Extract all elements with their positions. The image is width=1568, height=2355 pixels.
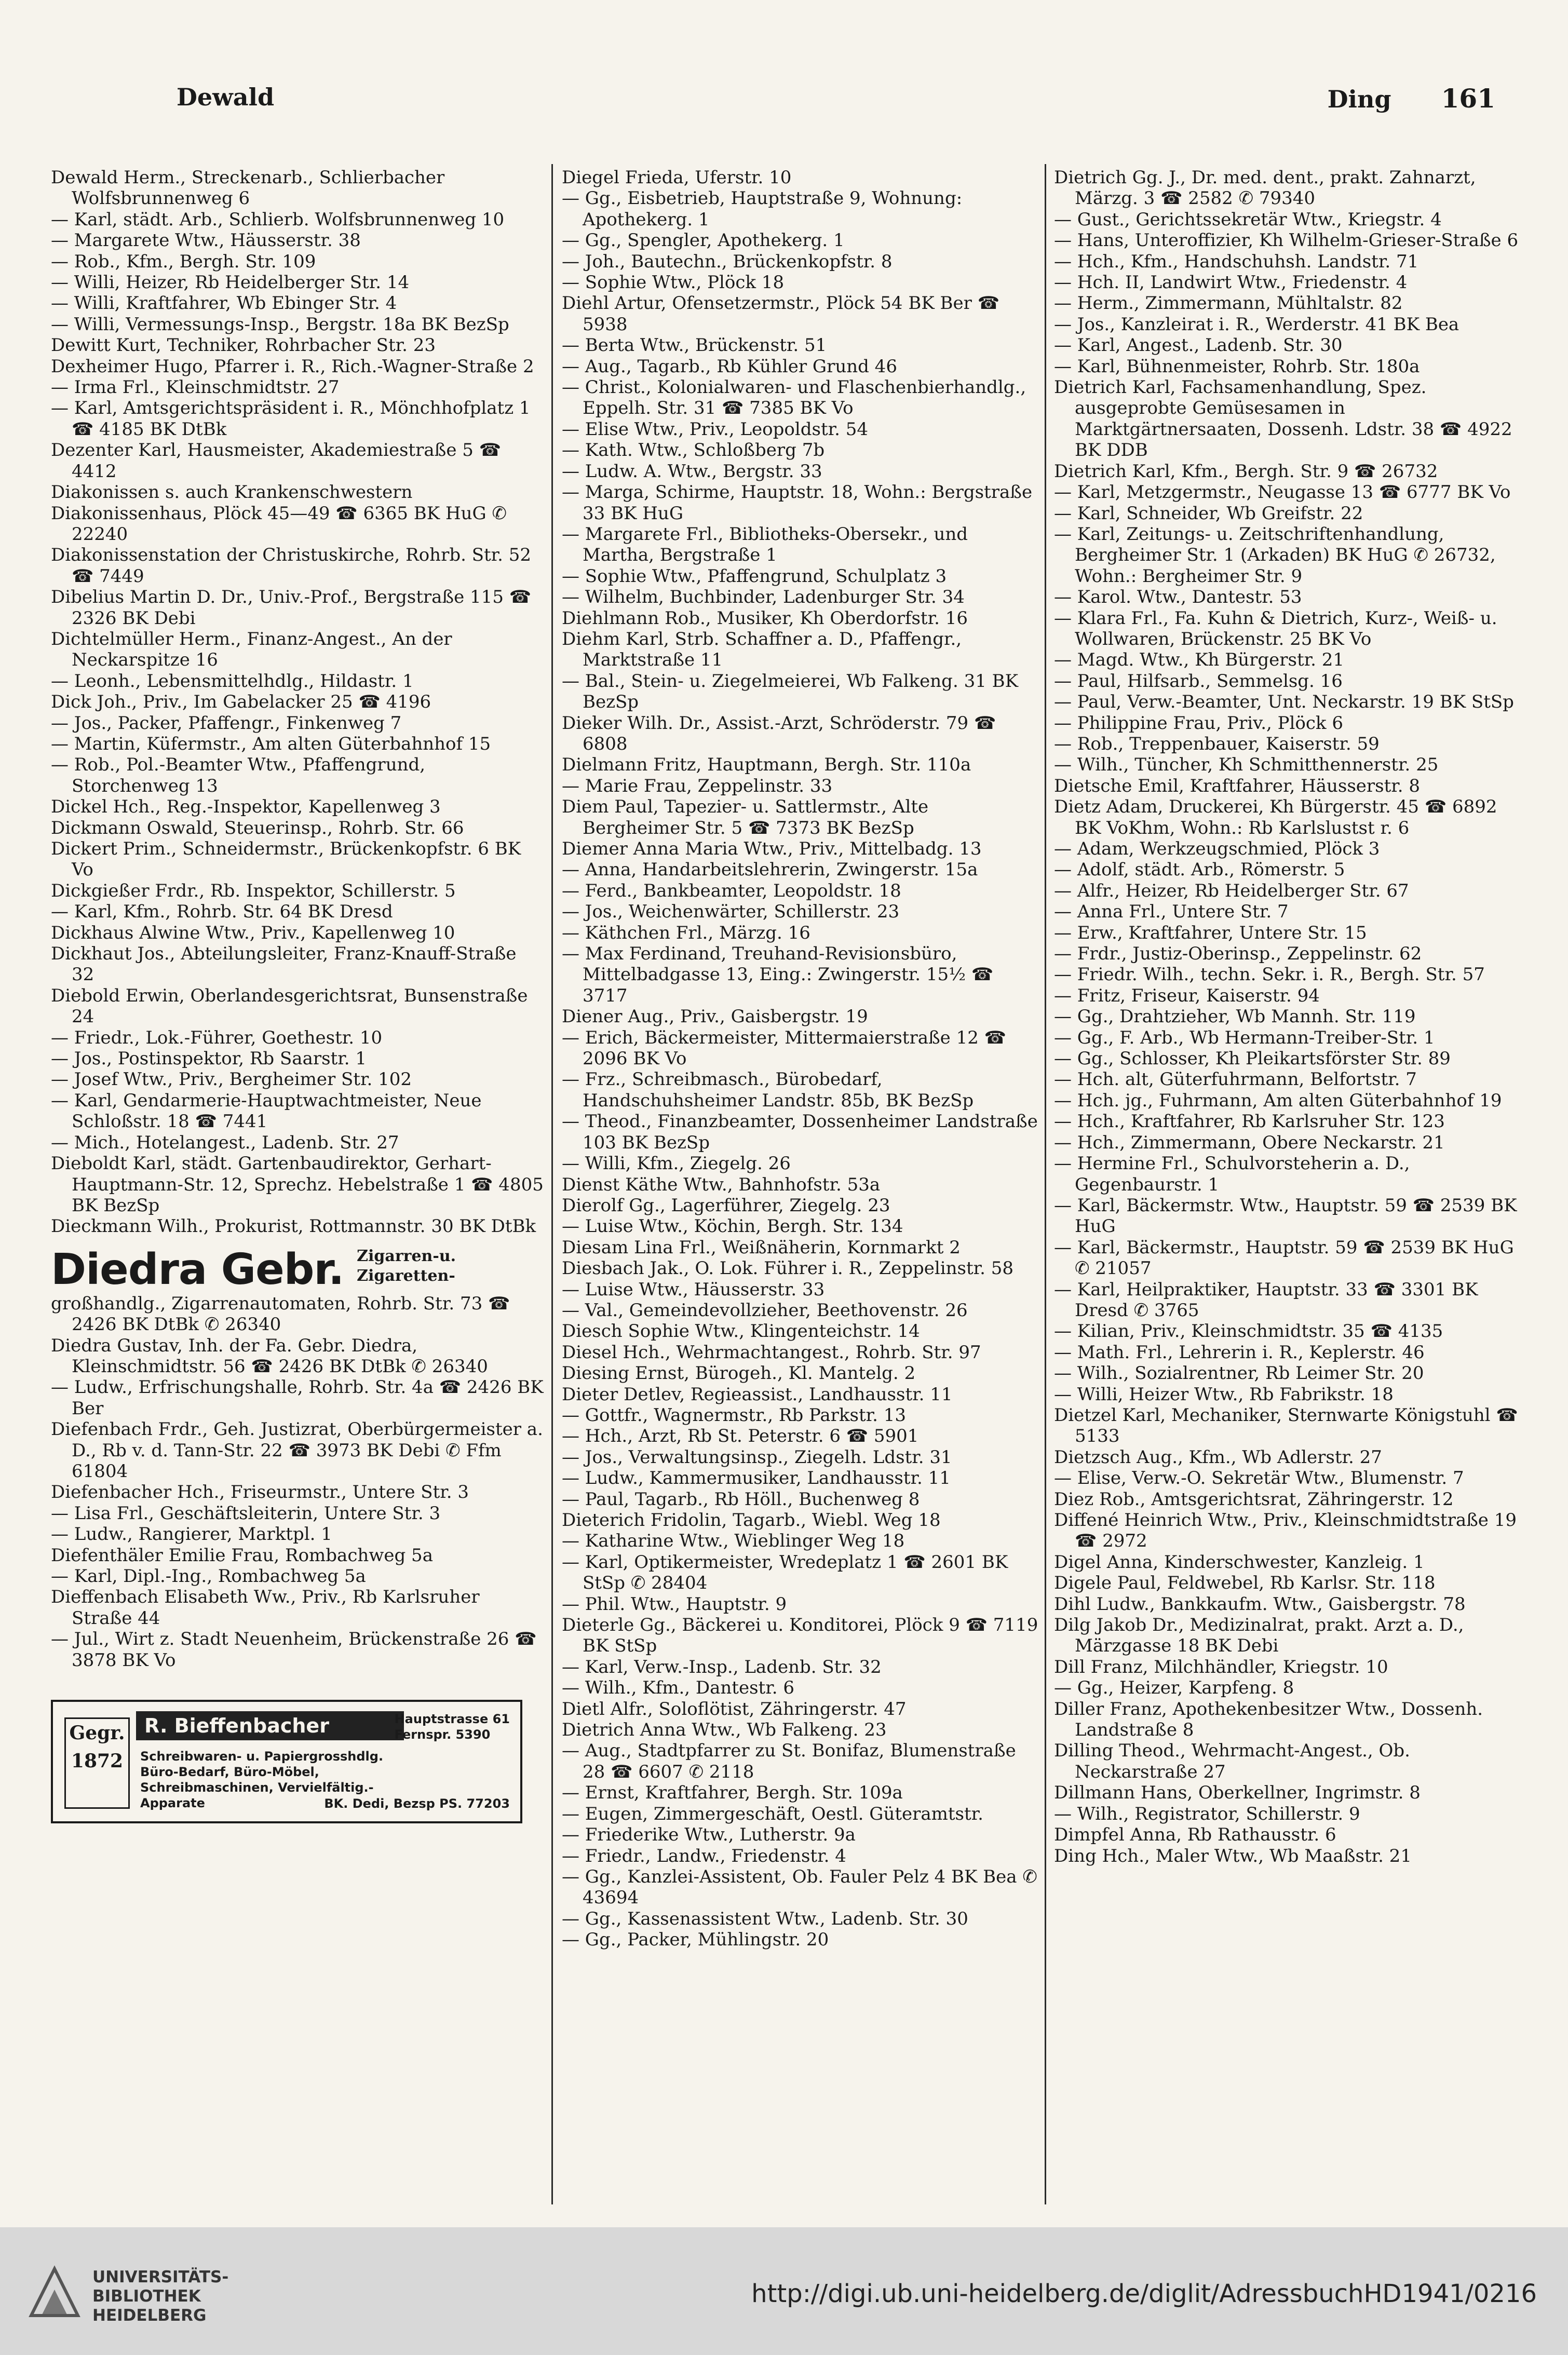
directory-entry: — Gg., Kanzlei-Assistent, Ob. Fauler Pelz 4 BK Bea ✆ 43694 <box>562 1866 1037 1909</box>
directory-entry: Diem Paul, Tapezier- u. Sattlermstr., Alte Bergheimer Str. 5 ☎ 7373 BK BezSp <box>562 796 929 838</box>
directory-entry: — Jul., Wirt z. Stadt Neuenheim, Brückenstraße 26 ☎ 3878 BK Vo <box>51 1629 537 1671</box>
header-right-keyword: Ding <box>1327 85 1391 113</box>
directory-entry: großhandlg., Zigarrenautomaten, Rohrb. Str. 73 ☎ 2426 BK DtBk ✆ 26340 <box>51 1293 510 1335</box>
directory-entry: — Adolf, städt. Arb., Römerstr. 5 <box>1054 859 1345 881</box>
directory-entry: — Karl, Zeitungs- u. Zeitschriftenhandlung, Bergheimer Str. 1 (Arkaden) BK HuG ✆ 26732, Wohn.: Bergheimer Str. 9 <box>1054 523 1496 587</box>
directory-entry: Dickel Hch., Reg.-Inspektor, Kapellenweg 3 <box>51 796 441 818</box>
directory-entry: — Gottfr., Wagnermstr., Rb Parkstr. 13 <box>562 1404 907 1426</box>
directory-entry: — Paul, Hilfsarb., Semmelsg. 16 <box>1054 670 1343 692</box>
directory-entry: Dihl Ludw., Bankkaufm. Wtw., Gaisbergstr. 78 <box>1054 1593 1466 1615</box>
entry-list <box>1054 167 1528 1866</box>
directory-entry: — Friedr. Wilh., techn. Sekr. i. R., Bergh. Str. 57 <box>1054 964 1485 985</box>
footer-bar <box>0 2227 1568 2355</box>
directory-entry: — Hch. II, Landwirt Wtw., Friedenstr. 4 <box>1054 272 1408 293</box>
directory-entry: — Frz., Schreibmasch., Bürobedarf, Handschuhsheimer Landstr. 85b, BK BezSp <box>562 1069 974 1111</box>
directory-entry: — Ludw. A. Wtw., Bergstr. 33 <box>562 461 822 482</box>
directory-entry: Diehm Karl, Strb. Schaffner a. D., Pfaffengr., Marktstraße 11 <box>562 628 962 671</box>
directory-entry: — Gg., Schlosser, Kh Pleikartsförster Str. 89 <box>1054 1048 1451 1070</box>
directory-entry: — Wilh., Sozialrentner, Rb Leimer Str. 20 <box>1054 1363 1424 1384</box>
header-left-keyword: Dewald <box>177 83 275 111</box>
directory-entry: — Bal., Stein- u. Ziegelmeierei, Wb Falkeng. 31 BK BezSp <box>562 670 1019 713</box>
directory-entry: Dieffenbach Elisabeth Ww., Priv., Rb Karlsruher Straße 44 <box>51 1587 480 1629</box>
directory-entry: — Magd. Wtw., Kh Bürgerstr. 21 <box>1054 649 1345 671</box>
directory-entry: Dichtelmüller Herm., Finanz-Angest., An der Neckarspitze 16 <box>51 628 452 671</box>
directory-entry: Diesch Sophie Wtw., Klingenteichstr. 14 <box>562 1321 920 1342</box>
directory-entry: Dietzel Karl, Mechaniker, Sternwarte Königstuhl ☎ 5133 <box>1054 1404 1518 1447</box>
directory-entry: Digele Paul, Feldwebel, Rb Karlsr. Str. 118 <box>1054 1573 1436 1594</box>
directory-entry: Diakonissen s. auch Krankenschwestern <box>51 482 413 503</box>
directory-entry: — Rob., Kfm., Bergh. Str. 109 <box>51 251 316 272</box>
column-2 <box>562 167 1039 1951</box>
library-name-line: HEIDELBERG <box>92 2306 207 2325</box>
directory-entry: — Jos., Weichenwärter, Schillerstr. 23 <box>562 901 900 923</box>
directory-entry: Dewitt Kurt, Techniker, Rohrbacher Str. 23 <box>51 335 436 356</box>
directory-entry: Diakonissenstation der Christuskirche, Rohrb. Str. 52 ☎ 7449 <box>51 545 532 587</box>
directory-entry: — Fritz, Friseur, Kaiserstr. 94 <box>1054 985 1320 1006</box>
directory-entry: — Friedr., Lok.-Führer, Goethestr. 10 <box>51 1027 383 1048</box>
directory-entry: — Martin, Küfermstr., Am alten Güterbahnhof 15 <box>51 733 491 754</box>
directory-entry: Diehlmann Rob., Musiker, Kh Oberdorfstr. 16 <box>562 607 968 629</box>
directory-entry: — Jos., Verwaltungsinsp., Ziegelh. Ldstr. 31 <box>562 1446 952 1468</box>
directory-entry: — Willi, Heizer Wtw., Rb Fabrikstr. 18 <box>1054 1384 1394 1405</box>
directory-entry: — Karl, Verw.-Insp., Ladenb. Str. 32 <box>562 1656 882 1677</box>
directory-entry: — Christ., Kolonialwaren- und Flaschenbierhandlg., Eppelh. Str. 31 ☎ 7385 BK Vo <box>562 377 1026 419</box>
founded-year: 1872 <box>71 1750 124 1772</box>
directory-entry: — Karl, städt. Arb., Schlierb. Wolfsbrunnenweg 10 <box>51 209 505 230</box>
directory-entry: — Karl, Metzgermstr., Neugasse 13 ☎ 6777 BK Vo <box>1054 482 1511 503</box>
directory-entry: Dickhaus Alwine Wtw., Priv., Kapellenweg 10 <box>51 922 455 943</box>
directory-entry: Diemer Anna Maria Wtw., Priv., Mittelbadg. 13 <box>562 838 982 859</box>
directory-entry: — Ludw., Erfrischungshalle, Rohrb. Str. 4a ☎ 2426 BK Ber <box>51 1377 544 1419</box>
directory-entry: — Kath. Wtw., Schloßberg 7b <box>562 440 825 461</box>
directory-entry: Dietrich Anna Wtw., Wb Falkeng. 23 <box>562 1720 887 1741</box>
directory-entry: Dielmann Fritz, Hauptmann, Bergh. Str. 110a <box>562 754 971 776</box>
founded-badge <box>64 1717 130 1809</box>
directory-entry: Dieter Detlev, Regieassist., Landhausstr. 11 <box>562 1384 953 1405</box>
directory-entry: — Gg., Heizer, Karpfeng. 8 <box>1054 1677 1294 1699</box>
directory-entry: Dickert Prim., Schneidermstr., Brückenkopfstr. 6 BK Vo <box>51 838 521 881</box>
directory-entry: Dexheimer Hugo, Pfarrer i. R., Rich.-Wagner-Straße 2 <box>51 356 534 377</box>
directory-entry: — Val., Gemeindevollzieher, Beethovenstr. 26 <box>562 1300 968 1321</box>
directory-entry: — Math. Frl., Lehrerin i. R., Keplerstr. 46 <box>1054 1342 1425 1363</box>
directory-entry: — Hermine Frl., Schulvorsteherin a. D., Gegenbaurstr. 1 <box>1054 1153 1410 1195</box>
directory-entry: — Willi, Kfm., Ziegelg. 26 <box>562 1153 791 1174</box>
directory-entry: Dill Franz, Milchhändler, Kriegstr. 10 <box>1054 1656 1388 1677</box>
diedra-ad-name: Diedra Gebr. <box>51 1244 344 1294</box>
directory-entry: Dieckmann Wilh., Prokurist, Rottmannstr. 30 BK DtBk <box>51 1216 536 1237</box>
directory-entry: — Wilhelm, Buchbinder, Ladenburger Str. 34 <box>562 587 965 608</box>
header-right <box>1328 83 1495 114</box>
directory-entry: Diener Aug., Priv., Gaisbergstr. 19 <box>562 1006 868 1027</box>
directory-entry: Dietl Alfr., Soloflötist, Zähringerstr. 47 <box>562 1698 907 1720</box>
directory-entry: Diegel Frieda, Uferstr. 10 <box>562 167 792 188</box>
directory-entry: — Wilh., Tüncher, Kh Schmitthennerstr. 25 <box>1054 754 1439 776</box>
directory-entry: — Hch., Zimmermann, Obere Neckarstr. 21 <box>1054 1132 1445 1153</box>
directory-entry: — Karl, Bäckermstr., Hauptstr. 59 ☎ 2539 BK HuG ✆ 21057 <box>1054 1237 1514 1279</box>
directory-entry: Dietrich Karl, Fachsamenhandlung, Spez. ausgeprobte Gemüsesamen in Marktgärtnersaaten, Dossenh. Ldstr. 38 ☎ 4922 BK DDB <box>1054 377 1512 461</box>
directory-entry: Diehl Artur, Ofensetzermstr., Plöck 54 BK Ber ☎ 5938 <box>562 293 1000 335</box>
directory-entry: — Gg., Kassenassistent Wtw., Ladenb. Str. 30 <box>562 1908 968 1929</box>
column-3 <box>1054 167 1528 1866</box>
directory-entry: — Philippine Frau, Priv., Plöck 6 <box>1054 712 1343 734</box>
directory-entry: — Wilh., Registrator, Schillerstr. 9 <box>1054 1803 1360 1824</box>
directory-entry: — Irma Frl., Kleinschmidtstr. 27 <box>51 377 340 398</box>
directory-entry: — Adam, Werkzeugschmied, Plöck 3 <box>1054 838 1380 859</box>
directory-entry: Dilling Theod., Wehrmacht-Angest., Ob. Neckarstraße 27 <box>1054 1740 1410 1782</box>
directory-entry: — Jos., Postinspektor, Rb Saarstr. 1 <box>51 1048 367 1070</box>
directory-entry: — Alfr., Heizer, Rb Heidelberger Str. 67 <box>1054 880 1409 901</box>
directory-entry: — Karl, Optikermeister, Wredeplatz 1 ☎ 2601 BK StSp ✆ 28404 <box>562 1551 1008 1594</box>
directory-entry: Diefenbach Frdr., Geh. Justizrat, Oberbürgermeister a. D., Rb v. d. Tann-Str. 22 ☎ 3973 BK Debi ✆ Ffm 61804 <box>51 1419 543 1482</box>
directory-entry: — Karl, Bäckermstr. Wtw., Hauptstr. 59 ☎ 2539 BK HuG <box>1054 1195 1517 1237</box>
directory-entry: — Sophie Wtw., Plöck 18 <box>562 272 785 293</box>
directory-entry: Dilg Jakob Dr., Medizinalrat, prakt. Arzt a. D., Märzgasse 18 BK Debi <box>1054 1615 1464 1657</box>
directory-entry: — Josef Wtw., Priv., Bergheimer Str. 102 <box>51 1069 412 1090</box>
directory-entry: — Hch., Kraftfahrer, Rb Karlsruher Str. 123 <box>1054 1111 1445 1132</box>
directory-entry: — Ernst, Kraftfahrer, Bergh. Str. 109a <box>562 1782 903 1804</box>
directory-entry: Dickhaut Jos., Abteilungsleiter, Franz-Knauff-Straße 32 <box>51 943 517 985</box>
directory-entry: — Anna Frl., Untere Str. 7 <box>1054 901 1289 923</box>
directory-entry: — Anna, Handarbeitslehrerin, Zwingerstr. 15a <box>562 859 978 881</box>
directory-entry: — Karl, Angest., Ladenb. Str. 30 <box>1054 335 1343 356</box>
directory-entry: — Ludw., Rangierer, Marktpl. 1 <box>51 1524 332 1545</box>
directory-entry: — Sophie Wtw., Pfaffengrund, Schulplatz 3 <box>562 565 947 587</box>
directory-entry: Dietzsch Aug., Kfm., Wb Adlerstr. 27 <box>1054 1446 1382 1468</box>
directory-entry: — Hch. jg., Fuhrmann, Am alten Güterbahnhof 19 <box>1054 1090 1502 1111</box>
directory-entry: — Erich, Bäckermeister, Mittermaierstraße 12 ☎ 2096 BK Vo <box>562 1027 1007 1070</box>
directory-entry: — Willi, Kraftfahrer, Wb Ebinger Str. 4 <box>51 293 397 314</box>
directory-entry: Dick Joh., Priv., Im Gabelacker 25 ☎ 4196 <box>51 692 431 713</box>
column-divider <box>551 164 553 2204</box>
directory-entry: Diakonissenhaus, Plöck 45—49 ☎ 6365 BK HuG ✆ 22240 <box>51 503 507 545</box>
directory-entry: — Gg., F. Arb., Wb Hermann-Treiber-Str. 1 <box>1054 1027 1435 1048</box>
directory-entry: — Hch., Arzt, Rb St. Peterstr. 6 ☎ 5901 <box>562 1426 919 1447</box>
directory-entry: — Karl, Dipl.-Ing., Rombachweg 5a <box>51 1566 366 1587</box>
directory-entry: — Wilh., Kfm., Dantestr. 6 <box>562 1677 794 1699</box>
directory-entry: Dietrich Gg. J., Dr. med. dent., prakt. Zahnarzt, Märzg. 3 ☎ 2582 ✆ 79340 <box>1054 167 1476 209</box>
directory-entry: Dickmann Oswald, Steuerinsp., Rohrb. Str. 66 <box>51 817 464 838</box>
directory-entry: — Elise, Verw.-O. Sekretär Wtw., Blumenstr. 7 <box>1054 1468 1464 1489</box>
library-name <box>92 2268 228 2325</box>
directory-entry: — Ludw., Kammermusiker, Landhausstr. 11 <box>562 1468 951 1489</box>
column-divider <box>1045 164 1046 2204</box>
directory-entry: — Karl, Heilpraktiker, Hauptstr. 33 ☎ 3301 BK Dresd ✆ 3765 <box>1054 1279 1478 1321</box>
directory-entry: — Willi, Heizer, Rb Heidelberger Str. 14 <box>51 272 410 293</box>
directory-entry: — Phil. Wtw., Hauptstr. 9 <box>562 1593 787 1615</box>
directory-entry: — Berta Wtw., Brückenstr. 51 <box>562 335 827 356</box>
directory-entry: — Herm., Zimmermann, Mühltalstr. 82 <box>1054 293 1403 314</box>
diedra-ad-side-line: Zigarren-u. <box>357 1247 456 1265</box>
directory-entry: Diesing Ernst, Bürogeh., Kl. Mantelg. 2 <box>562 1363 916 1384</box>
diedra-ad-side <box>357 1247 456 1286</box>
directory-entry: — Gust., Gerichtssekretär Wtw., Kriegstr. 4 <box>1054 209 1442 230</box>
directory-entry: Dieterle Gg., Bäckerei u. Konditorei, Plöck 9 ☎ 7119 BK StSp <box>562 1615 1038 1657</box>
directory-entry: Diebold Erwin, Oberlandesgerichtsrat, Bunsenstraße 24 <box>51 985 528 1027</box>
source-url-link[interactable]: http://digi.ub.uni-heidelberg.de/diglit/AdressbuchHD1941/0216 <box>751 2279 1537 2308</box>
ad-address-line: Fernspr. 5390 <box>394 1727 491 1742</box>
diedra-advertisement <box>51 1244 544 1294</box>
directory-entry: — Friedr., Landw., Friedenstr. 4 <box>562 1845 846 1866</box>
directory-entry: Diesbach Jak., O. Lok. Führer i. R., Zeppelinstr. 58 <box>562 1258 1014 1279</box>
directory-entry: — Joh., Bautechn., Brückenkopfstr. 8 <box>562 251 893 272</box>
directory-entry: — Gg., Packer, Mühlingstr. 20 <box>562 1929 829 1951</box>
ad-bank-info: BK. Dedi, Bezsp PS. 77203 <box>324 1796 510 1811</box>
page-number: 161 <box>1441 83 1495 114</box>
directory-entry: Diesam Lina Frl., Weißnäherin, Kornmarkt 2 <box>562 1237 961 1258</box>
directory-entry: Dezenter Karl, Hausmeister, Akademiestraße 5 ☎ 4412 <box>51 440 502 482</box>
directory-entry: Dieterich Fridolin, Tagarb., Wiebl. Weg 18 <box>562 1510 941 1531</box>
ad-company-name: R. Bieffenbacher <box>136 1711 404 1740</box>
directory-entry: Ding Hch., Maler Wtw., Wb Maaßstr. 21 <box>1054 1845 1412 1866</box>
directory-entry: — Mich., Hotelangest., Ladenb. Str. 27 <box>51 1132 399 1153</box>
directory-entry: Dibelius Martin D. Dr., Univ.-Prof., Bergstraße 115 ☎ 2326 BK Debi <box>51 587 532 629</box>
directory-entry: — Karl, Kfm., Rohrb. Str. 64 BK Dresd <box>51 901 393 923</box>
directory-entry: Diesel Hch., Wehrmachtangest., Rohrb. Str. 97 <box>562 1342 981 1363</box>
directory-entry: Dieboldt Karl, städt. Gartenbaudirektor, Gerhart-Hauptmann-Str. 12, Sprechz. Hebelstraße 1 ☎ 4805 BK BezSp <box>51 1153 544 1216</box>
directory-entry: Dewald Herm., Streckenarb., Schlierbacher Wolfsbrunnenweg 6 <box>51 167 445 209</box>
directory-entry: — Friederike Wtw., Lutherstr. 9a <box>562 1824 856 1846</box>
entry-list <box>562 167 1039 1951</box>
directory-entry: Diefenbacher Hch., Friseurmstr., Untere Str. 3 <box>51 1482 469 1503</box>
directory-entry: — Willi, Vermessungs-Insp., Bergstr. 18a BK BezSp <box>51 314 509 335</box>
directory-entry: — Leonh., Lebensmittelhdlg., Hildastr. 1 <box>51 670 414 692</box>
directory-entry: — Katharine Wtw., Wieblinger Weg 18 <box>562 1531 905 1552</box>
ad-address-line: Hauptstrasse 61 <box>394 1712 510 1727</box>
directory-entry: — Luise Wtw., Häusserstr. 33 <box>562 1279 825 1300</box>
directory-entry: — Gg., Drahtzieher, Wb Mannh. Str. 119 <box>1054 1006 1416 1027</box>
directory-entry: — Frdr., Justiz-Oberinsp., Zeppelinstr. 62 <box>1054 943 1422 965</box>
directory-entry: — Hch. alt, Güterfuhrmann, Belfortstr. 7 <box>1054 1069 1417 1090</box>
directory-entry: — Elise Wtw., Priv., Leopoldstr. 54 <box>562 418 869 440</box>
directory-entry: — Käthchen Frl., Märzg. 16 <box>562 922 810 943</box>
directory-entry: — Paul, Tagarb., Rb Höll., Buchenweg 8 <box>562 1488 920 1510</box>
directory-entry: — Karol. Wtw., Dantestr. 53 <box>1054 587 1302 608</box>
directory-entry: — Erw., Kraftfahrer, Untere Str. 15 <box>1054 922 1367 943</box>
directory-entry: — Gg., Spengler, Apothekerg. 1 <box>562 230 845 251</box>
directory-entry: — Hch., Kfm., Handschuhsh. Landstr. 71 <box>1054 251 1419 272</box>
directory-entry: — Luise Wtw., Köchin, Bergh. Str. 134 <box>562 1216 903 1237</box>
dieffenbacher-advertisement <box>51 1700 522 1823</box>
page-header <box>0 83 1568 125</box>
directory-entry: Dietz Adam, Druckerei, Kh Bürgerstr. 45 ☎ 6892 BK VoKhm, Wohn.: Rb Karlslustst r. 6 <box>1054 796 1497 838</box>
column-1 <box>51 167 544 1823</box>
ad-address <box>395 1711 510 1742</box>
directory-entry: — Marga, Schirme, Hauptstr. 18, Wohn.: Bergstraße 33 BK HuG <box>562 482 1033 524</box>
directory-entry: Diedra Gustav, Inh. der Fa. Gebr. Diedra, Kleinschmidtstr. 56 ☎ 2426 BK DtBk ✆ 26340 <box>51 1335 488 1377</box>
directory-entry: — Margarete Frl., Bibliotheks-Obersekr., und Martha, Bergstraße 1 <box>562 523 968 566</box>
directory-entry: — Gg., Eisbetrieb, Hauptstraße 9, Wohnung: Apothekerg. 1 <box>562 188 963 230</box>
directory-entry: — Aug., Tagarb., Rb Kühler Grund 46 <box>562 356 897 377</box>
directory-entry: — Jos., Kanzleirat i. R., Werderstr. 41 BK Bea <box>1054 314 1459 335</box>
directory-entry: Dienst Käthe Wtw., Bahnhofstr. 53a <box>562 1174 881 1195</box>
university-logo-icon <box>26 2264 83 2321</box>
directory-entry: — Klara Frl., Fa. Kuhn & Dietrich, Kurz-, Weiß- u. Wollwaren, Brückenstr. 25 BK Vo <box>1054 607 1497 649</box>
directory-entry: Diller Franz, Apothekenbesitzer Wtw., Dossenh. Landstraße 8 <box>1054 1698 1483 1741</box>
directory-entry: Diffené Heinrich Wtw., Priv., Kleinschmidtstraße 19 ☎ 2972 <box>1054 1510 1517 1552</box>
directory-entry: Dimpfel Anna, Rb Rathausstr. 6 <box>1054 1824 1336 1846</box>
directory-entry: Dierolf Gg., Lagerführer, Ziegelg. 23 <box>562 1195 890 1216</box>
founded-label: Gegr. <box>69 1722 125 1744</box>
library-name-line: BIBLIOTHEK <box>92 2287 201 2306</box>
directory-entry: — Rob., Pol.-Beamter Wtw., Pfaffengrund, Storchenweg 13 <box>51 754 426 796</box>
entry-list <box>51 167 544 1237</box>
directory-entry: — Rob., Treppenbauer, Kaiserstr. 59 <box>1054 733 1380 754</box>
diedra-ad-side-line: Zigaretten- <box>357 1266 455 1285</box>
directory-entry: — Aug., Stadtpfarrer zu St. Bonifaz, Blumenstraße 28 ☎ 6607 ✆ 2118 <box>562 1740 1016 1782</box>
directory-entry: — Karl, Gendarmerie-Hauptwachtmeister, Neue Schloßstr. 18 ☎ 7441 <box>51 1090 482 1132</box>
directory-entry: Dietrich Karl, Kfm., Bergh. Str. 9 ☎ 26732 <box>1054 461 1438 482</box>
ad-description: Schreibwaren- u. Papiergrosshdlg. Büro-Bedarf, Büro-Möbel, Schreibmaschinen, Vervielfältig.-Apparate <box>140 1749 384 1811</box>
directory-entry: — Max Ferdinand, Treuhand-Revisionsbüro, Mittelbadgasse 13, Eing.: Zwingerstr. 15½ ☎ 3717 <box>562 943 994 1006</box>
directory-entry: — Hans, Unteroffizier, Kh Wilhelm-Grieser-Straße 6 <box>1054 230 1519 251</box>
directory-entry: — Karl, Bühnenmeister, Rohrb. Str. 180a <box>1054 356 1420 377</box>
directory-entry: Diefenthäler Emilie Frau, Rombachweg 5a <box>51 1545 433 1566</box>
directory-entry: — Karl, Schneider, Wb Greifstr. 22 <box>1054 503 1363 524</box>
directory-entry: Dietsche Emil, Kraftfahrer, Häusserstr. 8 <box>1054 775 1421 796</box>
directory-entry: — Karl, Amtsgerichtspräsident i. R., Mönchhofplatz 1 ☎ 4185 BK DtBk <box>51 398 531 440</box>
entry-list <box>51 1293 544 1671</box>
directory-entry: — Kilian, Priv., Kleinschmidtstr. 35 ☎ 4135 <box>1054 1321 1443 1342</box>
directory-entry: Dieker Wilh. Dr., Assist.-Arzt, Schröderstr. 79 ☎ 6808 <box>562 712 996 754</box>
directory-entry: — Ferd., Bankbeamter, Leopoldstr. 18 <box>562 880 901 901</box>
directory-entry: — Margarete Wtw., Häusserstr. 38 <box>51 230 361 251</box>
directory-entry: — Eugen, Zimmergeschäft, Oestl. Güteramtstr. <box>562 1803 983 1824</box>
library-name-line: UNIVERSITÄTS- <box>92 2268 229 2286</box>
directory-entry: Dillmann Hans, Oberkellner, Ingrimstr. 8 <box>1054 1782 1421 1804</box>
directory-entry: — Paul, Verw.-Beamter, Unt. Neckarstr. 19 BK StSp <box>1054 692 1514 713</box>
directory-entry: Dickgießer Frdr., Rb. Inspektor, Schillerstr. 5 <box>51 880 456 901</box>
directory-entry: Digel Anna, Kinderschwester, Kanzleig. 1 <box>1054 1551 1425 1573</box>
directory-entry: — Lisa Frl., Geschäftsleiterin, Untere Str. 3 <box>51 1503 441 1524</box>
directory-entry: — Jos., Packer, Pfaffengr., Finkenweg 7 <box>51 712 402 734</box>
directory-entry: Diez Rob., Amtsgerichtsrat, Zähringerstr. 12 <box>1054 1488 1454 1510</box>
directory-entry: — Theod., Finanzbeamter, Dossenheimer Landstraße 103 BK BezSp <box>562 1111 1038 1153</box>
directory-entry: — Marie Frau, Zeppelinstr. 33 <box>562 775 833 796</box>
